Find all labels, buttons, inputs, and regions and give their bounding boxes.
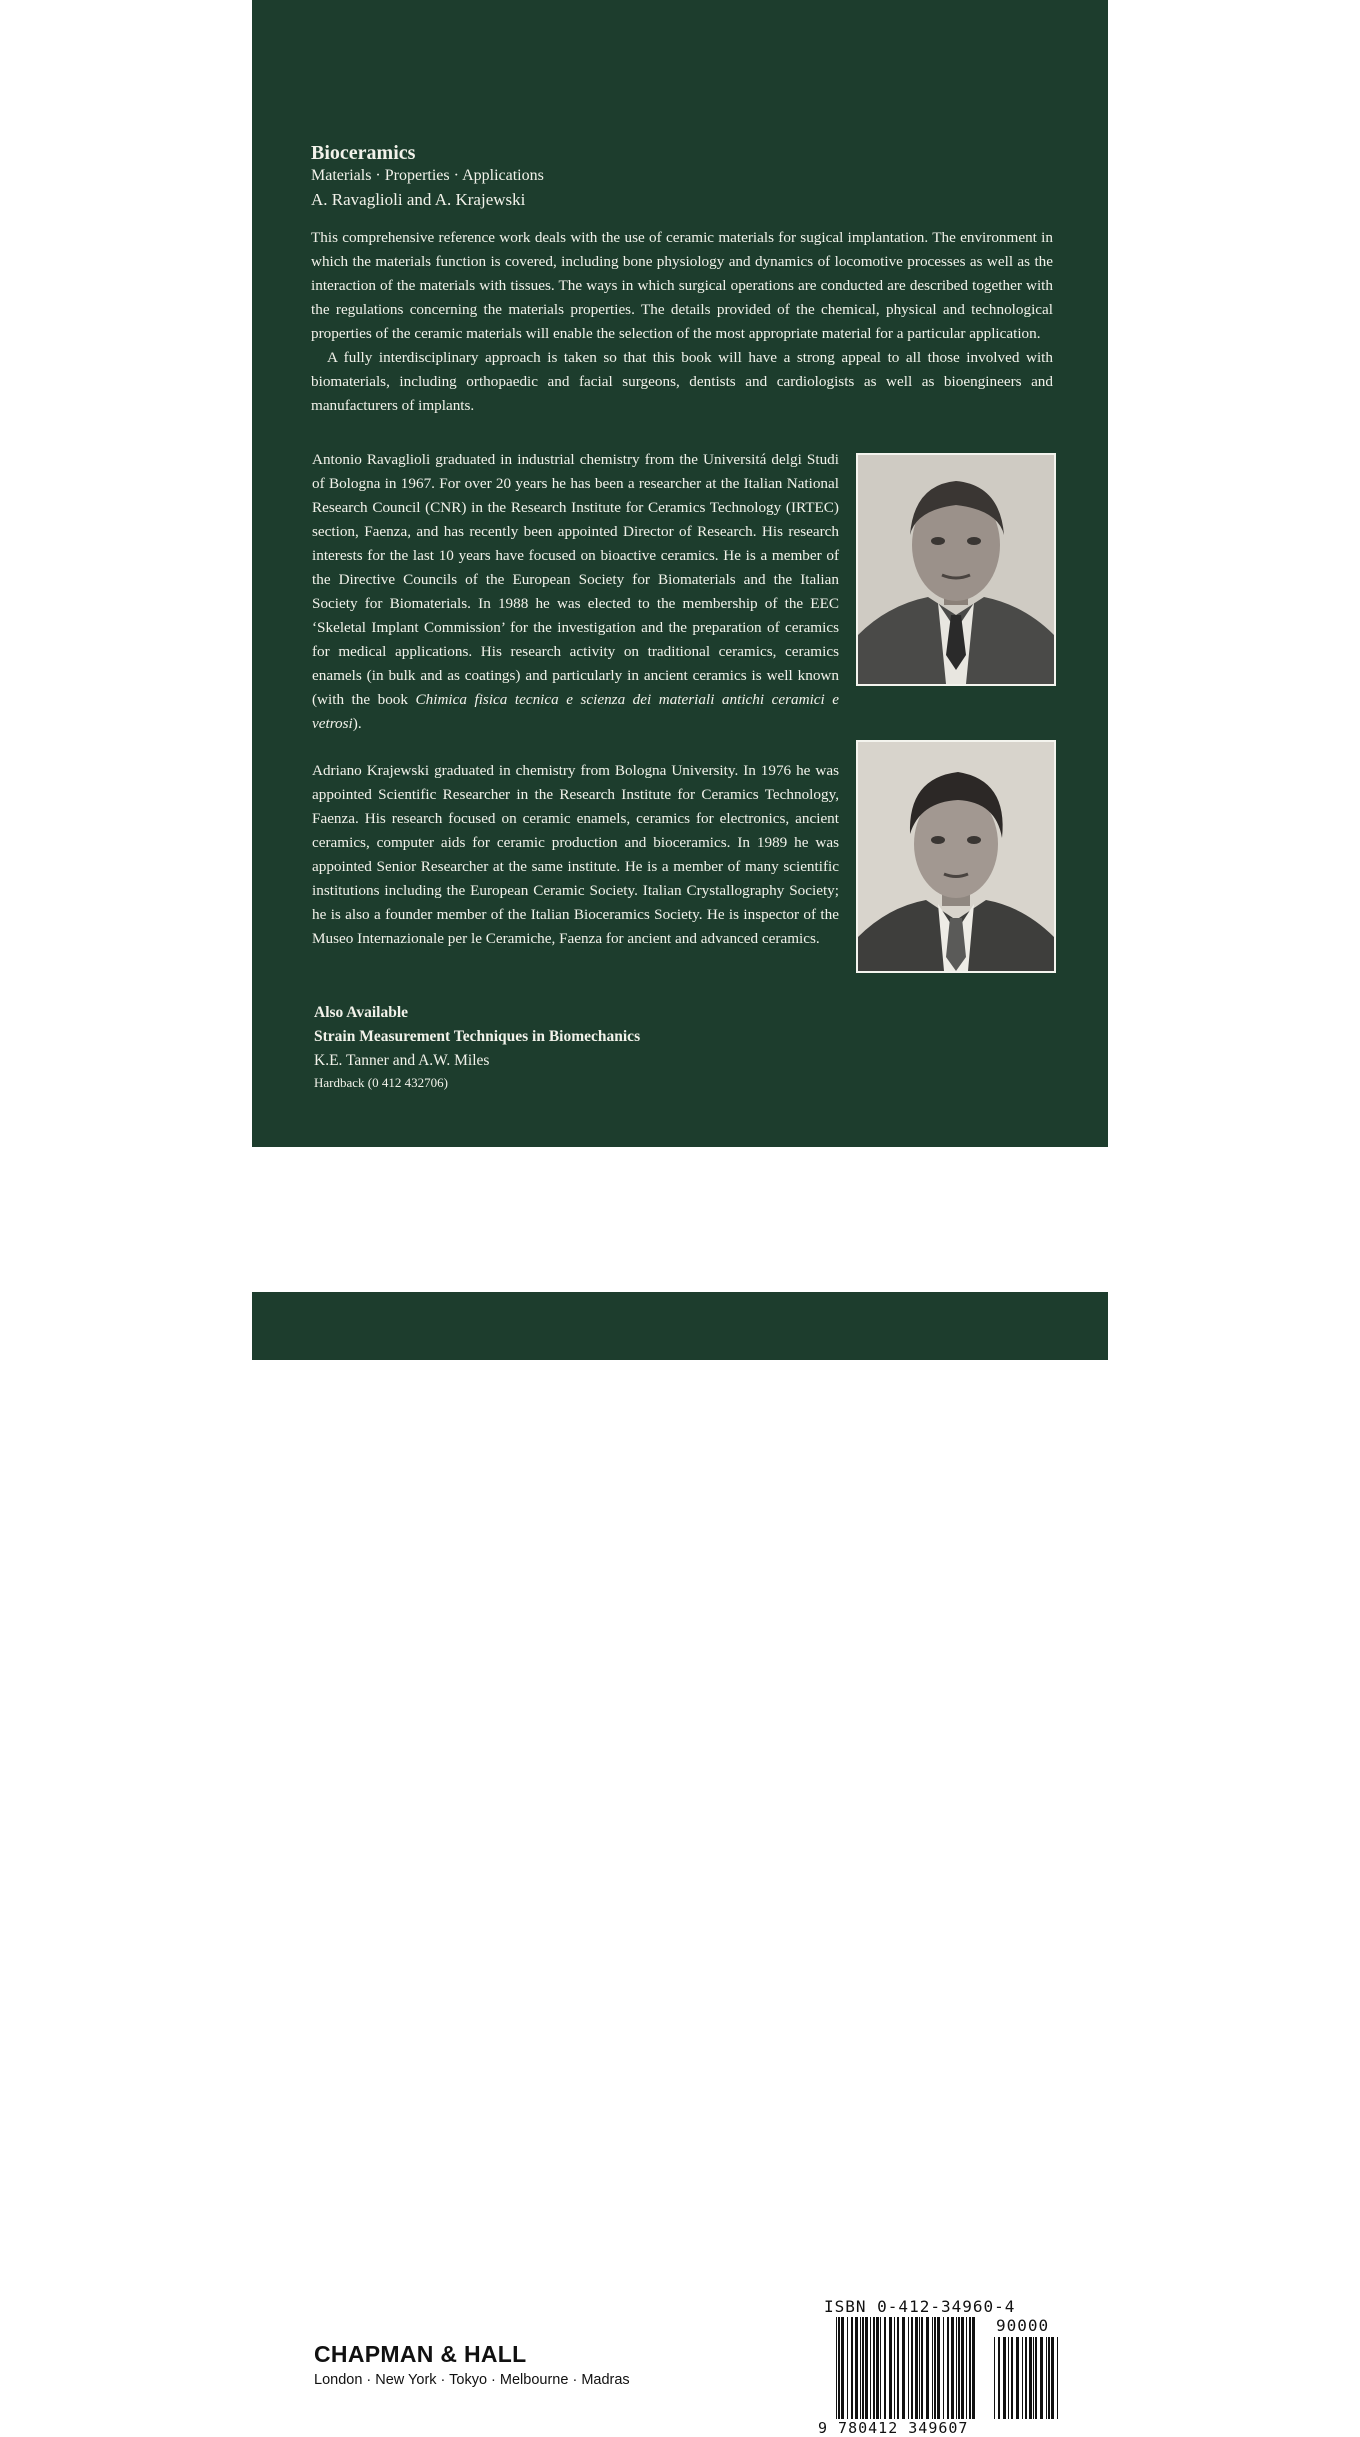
author-photo-ravaglioli bbox=[856, 453, 1056, 686]
also-available-format: Hardback (0 412 432706) bbox=[314, 1075, 448, 1090]
description-paragraph-2: A fully interdisciplinary approach is taken so that this book will have a strong appeal to all those involved with biomaterials, including orthopaedic and facial surgeons, dentists and cardiologists as well as bioengineers and manufacturers of implants. bbox=[311, 349, 1053, 414]
cover-bottom-strip bbox=[252, 1292, 1108, 1360]
author-bio-krajewski: Adriano Krajewski graduated in chemistry from Bologna University. In 1976 he was appointed Scientific Researcher in the Research Institute for Ceramics Technology, Faenza. His research focused on ceramic enamels, ceramics for electronics, ancient ceramics, computer aids for ceramic production and bioceramics. In 1989 he was appointed Senior Researcher at the same institute. He is a member of many scientific institutions including the European Ceramic Society. Italian Crystallography Society; he is also a founder member of the Italian Bioceramics Society. He is inspector of the Museo Internazionale per le Ceramiche, Faenza for ancient and advanced ceramics. bbox=[312, 762, 839, 947]
book-title: Bioceramics bbox=[311, 142, 416, 164]
author-photo-krajewski bbox=[856, 740, 1056, 973]
author-bio-ravaglioli bbox=[312, 448, 839, 736]
also-available bbox=[314, 1001, 640, 1093]
back-cover bbox=[252, 0, 1108, 1147]
portrait-image bbox=[858, 742, 1054, 971]
book-authors: A. Ravaglioli and A. Krajewski bbox=[311, 190, 526, 209]
publisher-name: CHAPMAN & HALL bbox=[314, 2341, 527, 2367]
publisher-cities: London · New York · Tokyo · Melbourne · Madras bbox=[314, 2372, 630, 2388]
description-paragraph-1: This comprehensive reference work deals with the use of ceramic materials for sugical implantation. The environment in which the materials function is covered, including bone physiology and dynamics of locomotive processes as well as the interaction of the materials with tissues. The ways in which surgical operations are conducted are described together with the regulations concerning the materials properties. The details provided of the chemical, physical and technological properties of the ceramic materials will enable the selection of the most appropriate material for a particular application. bbox=[311, 229, 1053, 342]
book-subtitle: Materials · Properties · Applications bbox=[311, 167, 544, 184]
barcode-bars bbox=[836, 2317, 978, 2419]
bio-book-title: Chimica fisica tecnica e scienza dei materiali antichi ceramici e vetrosi bbox=[312, 691, 839, 732]
publisher-bar bbox=[252, 1147, 1108, 2437]
also-available-title: Strain Measurement Techniques in Biomechanics bbox=[314, 1028, 641, 1045]
bio-tail: ). bbox=[352, 715, 362, 732]
bio-text: Antonio Ravaglioli graduated in industrial chemistry from the Universitá delgi Studi of Bologna in 1967. For over 20 years he has been a researcher at the Italian National Research Council (CNR) in the Research Institute for Ceramics Technology (IRTEC) section, Faenza, and has recently been appointed Director of Research. His research interests for the last 10 years have focused on bioactive ceramics. He is a member of the Directive Councils of the European Society for Biomaterials and the Italian Society for Biomaterials. In 1988 he was elected to the membership of the EEC ‘Skeletal Implant Commission’ for the investigation and the preparation of ceramics for medical applications. His research activity on traditional ceramics, ceramics enamels (in bulk and as coatings) and particularly in ancient ceramics is well known (with the book bbox=[312, 451, 839, 708]
also-available-authors: K.E. Tanner and A.W. Miles bbox=[314, 1052, 490, 1069]
barcode-block bbox=[818, 2295, 1066, 2437]
barcode-addon-bars bbox=[994, 2337, 1062, 2419]
isbn-number: ISBN 0-412-34960-4 bbox=[824, 2297, 1016, 2316]
barcode-addon-number: 90000 bbox=[996, 2316, 1050, 2335]
also-available-heading: Also Available bbox=[314, 1004, 409, 1021]
book-description bbox=[311, 226, 1053, 418]
portrait-image bbox=[858, 455, 1054, 684]
publisher-block bbox=[314, 2341, 630, 2388]
ean-number: 9 780412 349607 bbox=[818, 2419, 969, 2437]
